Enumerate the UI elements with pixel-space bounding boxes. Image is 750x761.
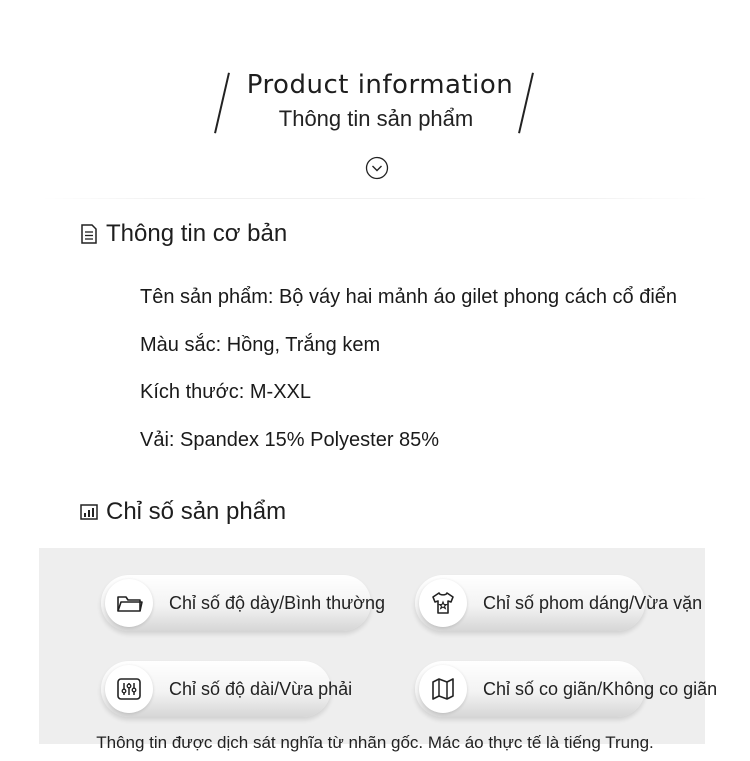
basic-info-heading xyxy=(80,220,287,248)
index-item-length xyxy=(101,661,353,717)
index-item-fit xyxy=(415,575,703,631)
translation-footnote: Thông tin được dịch sát nghĩa từ nhãn gốc. Mác áo thực tế là tiếng Trung. xyxy=(96,733,654,752)
info-line-fabric: Vải: Spandex 15% Polyester 85% xyxy=(140,429,440,451)
product-index-heading xyxy=(80,498,286,526)
index-item-label: Chỉ số co giãn/Không co giãn xyxy=(483,678,718,699)
title-vietnamese: Thông tin sản phẩm xyxy=(278,106,474,131)
section-divider xyxy=(40,198,710,199)
index-item-label: Chỉ số độ dài/Vừa phải xyxy=(169,678,353,699)
title-english: Product information xyxy=(246,70,514,100)
index-icon-circle xyxy=(419,665,467,713)
tshirt-icon xyxy=(429,589,457,617)
map-icon xyxy=(429,675,457,703)
sliders-icon xyxy=(115,675,143,703)
index-icon-circle xyxy=(105,579,153,627)
chevron-down-circle-icon[interactable] xyxy=(365,156,389,180)
info-line-size: Kích thước: M-XXL xyxy=(140,381,311,403)
info-line-name: Tên sản phẩm: Bộ váy hai mảnh áo gilet phong cách cổ điển xyxy=(140,286,678,308)
index-item-label: Chỉ số phom dáng/Vừa vặn xyxy=(483,592,703,613)
folder-icon xyxy=(115,589,143,617)
info-line-color: Màu sắc: Hồng, Trắng kem xyxy=(140,334,381,356)
index-item-thickness xyxy=(101,575,385,631)
bar-chart-icon xyxy=(80,502,98,522)
index-icon-circle xyxy=(419,579,467,627)
index-icon-circle xyxy=(105,665,153,713)
basic-info-heading-label: Thông tin cơ bản xyxy=(106,220,288,247)
index-item-label: Chỉ số độ dày/Bình thường xyxy=(169,592,385,613)
index-item-stretch xyxy=(415,661,718,717)
page-header xyxy=(0,0,750,200)
product-index-heading-label: Chỉ số sản phẩm xyxy=(106,498,287,525)
document-icon xyxy=(80,224,98,244)
